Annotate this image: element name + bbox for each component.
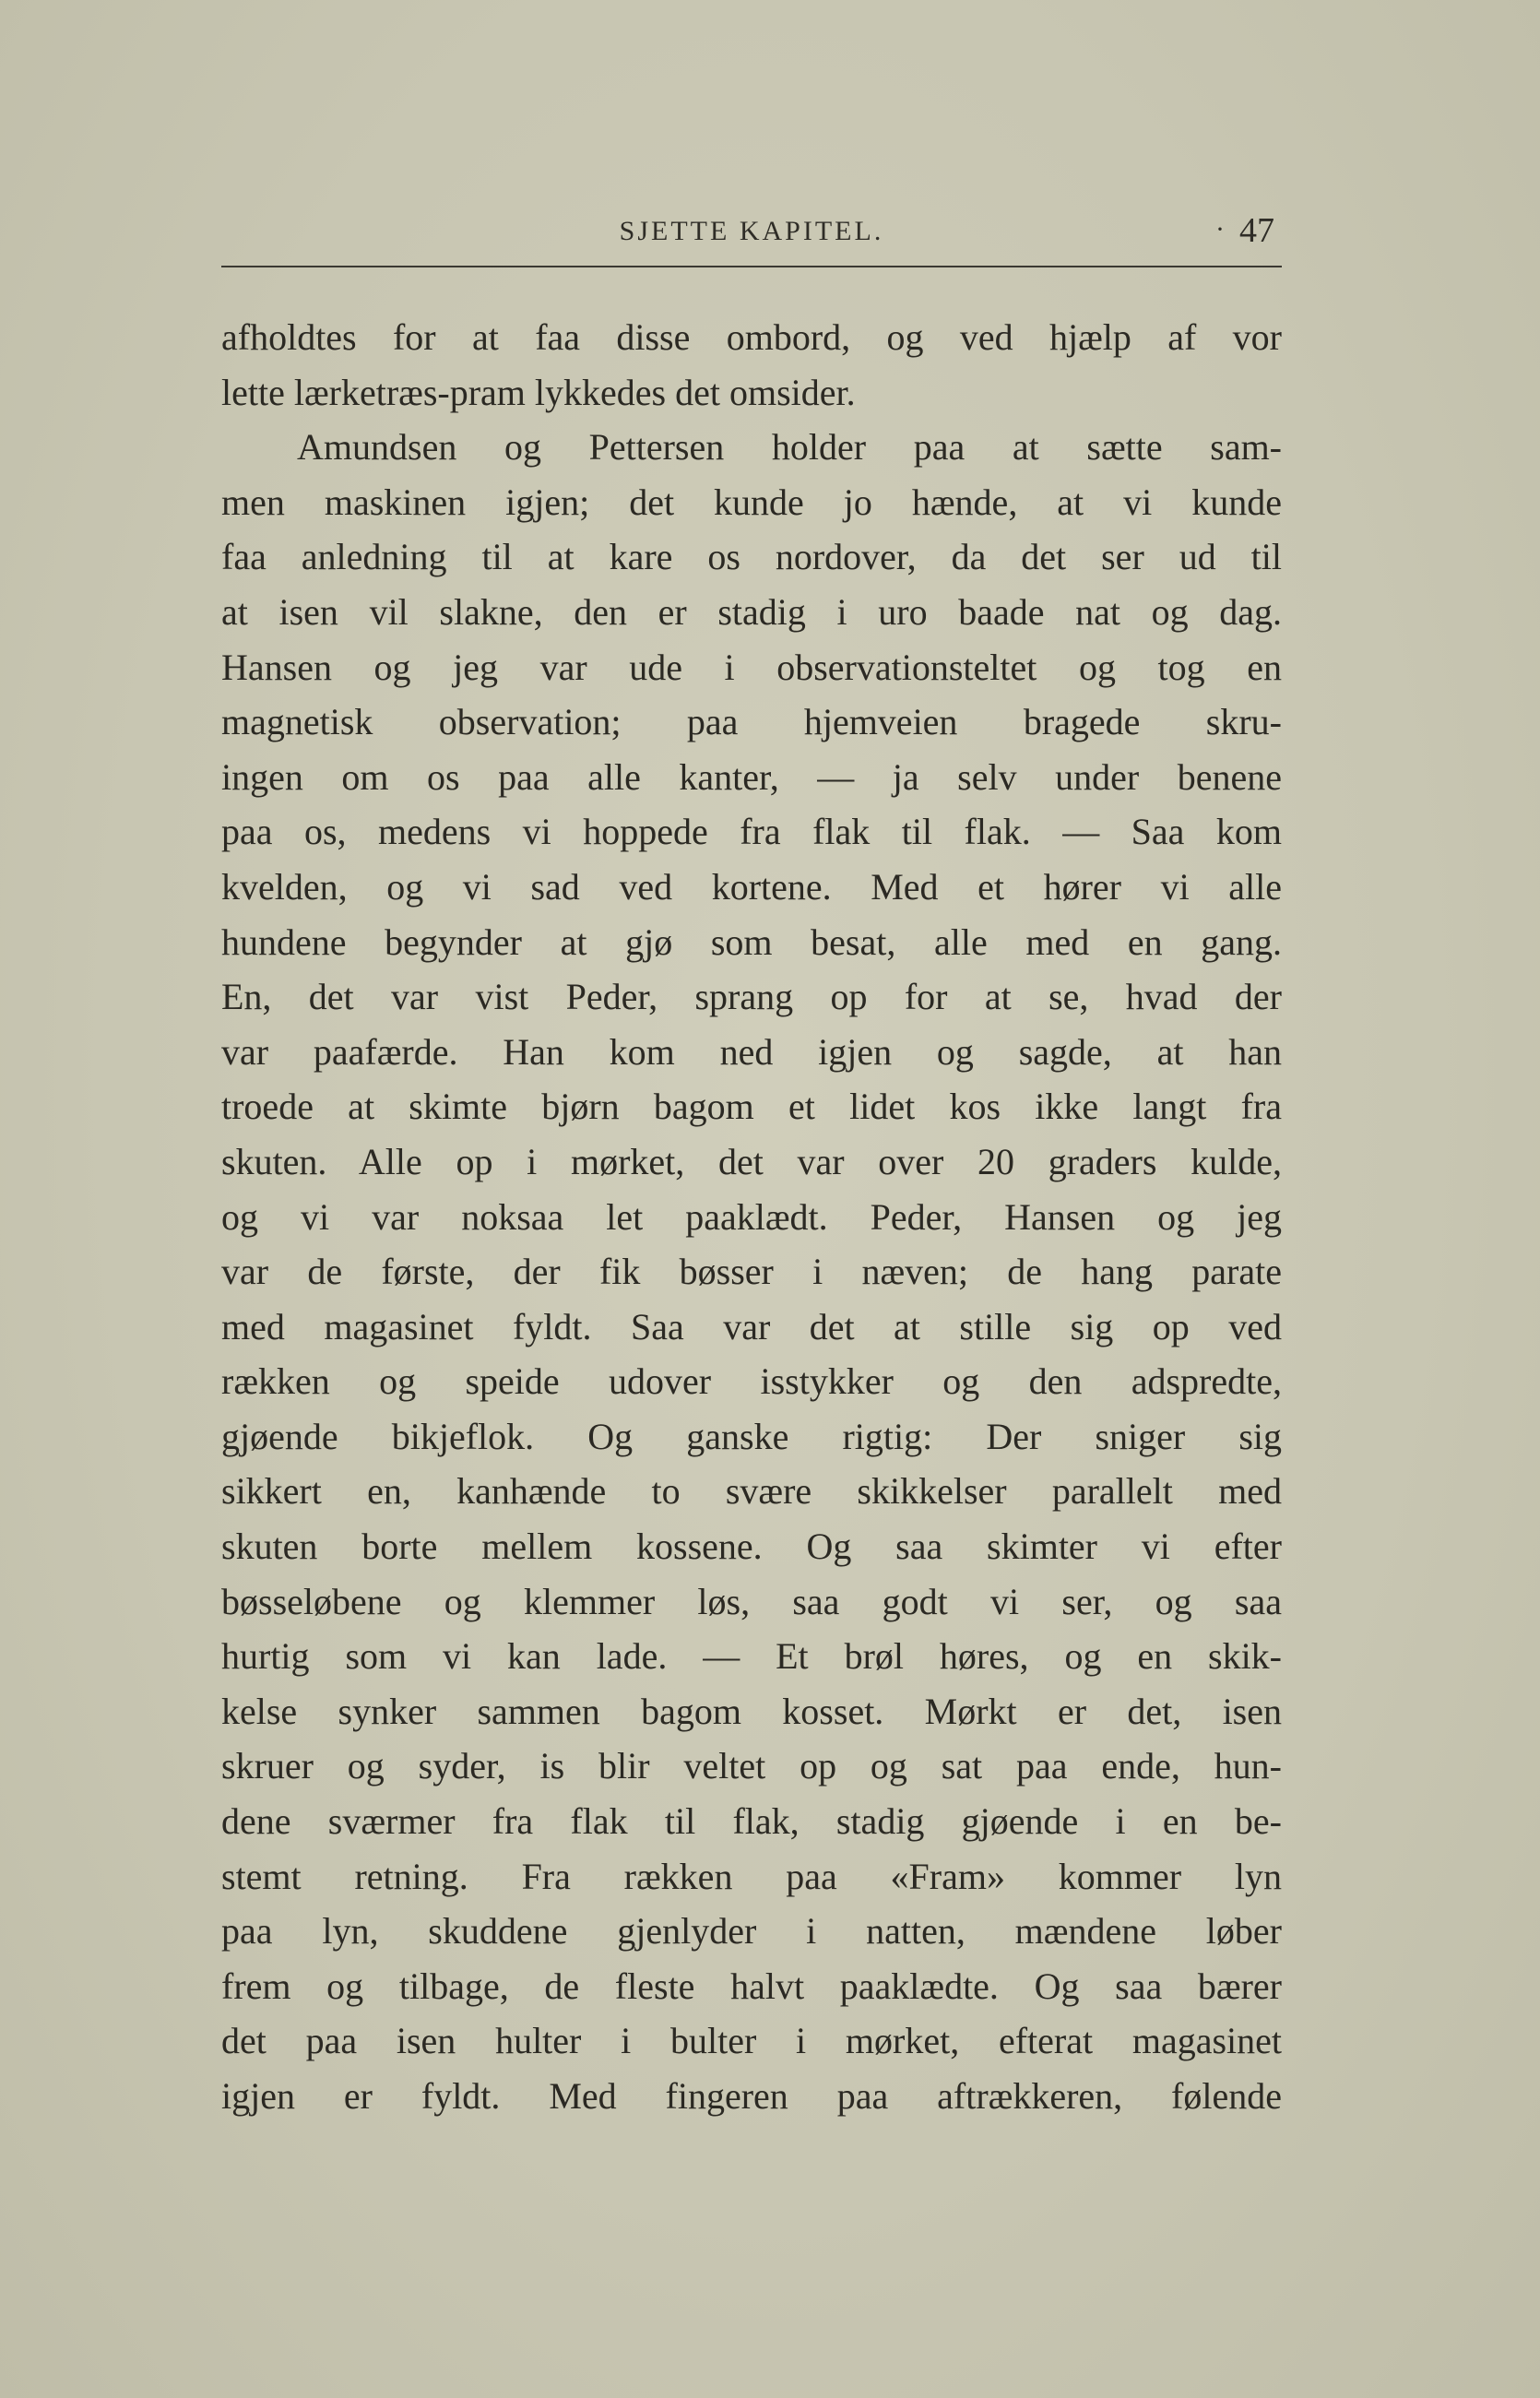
text-line: men maskinen igjen; det kunde jo hænde, at vi kunde xyxy=(221,481,1282,523)
text-line: afholdtes for at faa disse ombord, og ved hjælp af vor xyxy=(221,316,1282,358)
text-line: Hansen og jeg var ude i observationsteltet og tog en xyxy=(221,646,1282,688)
text-line: hurtig som vi kan lade. — Et brøl høres, og en skik- xyxy=(221,1635,1282,1678)
text-line: kelse synker sammen bagom kosset. Mørkt er det, isen xyxy=(221,1690,1282,1732)
text-line: gjøende bikjeflok. Og ganske rigtig: Der sniger sig xyxy=(221,1415,1282,1457)
text-line: troede at skimte bjørn bagom et lidet kos ikke langt fra xyxy=(221,1086,1282,1128)
text-line: ingen om os paa alle kanter, — ja selv under benene xyxy=(221,755,1282,798)
text-line: magnetisk observation; paa hjemveien bragede skru- xyxy=(221,701,1282,743)
text-line: var paafærde. Han kom ned igjen og sagde, at han xyxy=(221,1030,1282,1073)
text-line: frem og tilbage, de fleste halvt paaklædte. Og saa bærer xyxy=(221,1965,1282,2007)
text-line: paa os, medens vi hoppede fra flak til flak. — Saa kom xyxy=(221,811,1282,853)
text-line: at isen vil slakne, den er stadig i uro baade nat og dag. xyxy=(221,590,1282,633)
text-line: med magasinet fyldt. Saa var det at stille sig op ved xyxy=(221,1305,1282,1347)
text-line: igjen er fyldt. Med fingeren paa aftrækkeren, følende xyxy=(221,2075,1282,2117)
header-rule xyxy=(221,266,1282,267)
text-line: skruer og syder, is blir veltet op og sat paa ende, hun- xyxy=(221,1745,1282,1787)
text-line: hundene begynder at gjø som besat, alle med en gang. xyxy=(221,920,1282,963)
text-line: sikkert en, kanhænde to svære skikkelser parallelt med xyxy=(221,1470,1282,1513)
text-line: Amundsen og Pettersen holder paa at sætte sam- xyxy=(297,426,1282,469)
text-line: dene sværmer fra flak til flak, stadig gjøende i en be- xyxy=(221,1800,1282,1843)
text-line: bøsseløbene og klemmer løs, saa godt vi ser, og saa xyxy=(221,1580,1282,1622)
text-line: En, det var vist Peder, sprang op for at se, hvad der xyxy=(221,976,1282,1018)
running-head xyxy=(221,210,1282,255)
page-number-dot: · xyxy=(1215,214,1225,244)
text-line: faa anledning til at kare os nordover, da det ser ud til xyxy=(221,536,1282,578)
text-line: stemt retning. Fra rækken paa «Fram» kommer lyn xyxy=(221,1855,1282,1897)
body-text xyxy=(221,310,1282,2124)
text-line: kvelden, og vi sad ved kortene. Med et hører vi alle xyxy=(221,865,1282,908)
text-line: det paa isen hulter i bulter i mørket, efterat magasinet xyxy=(221,2020,1282,2062)
chapter-title: SJETTE KAPITEL. xyxy=(619,216,884,246)
text-line: rækken og speide udover isstykker og den adspredte, xyxy=(221,1360,1282,1403)
text-line: lette lærketræs-pram lykkedes det omsider. xyxy=(221,371,856,413)
text-line: skuten. Alle op i mørket, det var over 20 graders kulde, xyxy=(221,1140,1282,1182)
page-number: 47 xyxy=(1239,211,1274,250)
text-line: og vi var noksaa let paaklædt. Peder, Hansen og jeg xyxy=(221,1195,1282,1238)
text-line: skuten borte mellem kossene. Og saa skimter vi efter xyxy=(221,1525,1282,1568)
text-line: paa lyn, skuddene gjenlyder i natten, mændene løber xyxy=(221,1910,1282,1953)
text-line: var de første, der fik bøsser i næven; de hang parate xyxy=(221,1251,1282,1293)
